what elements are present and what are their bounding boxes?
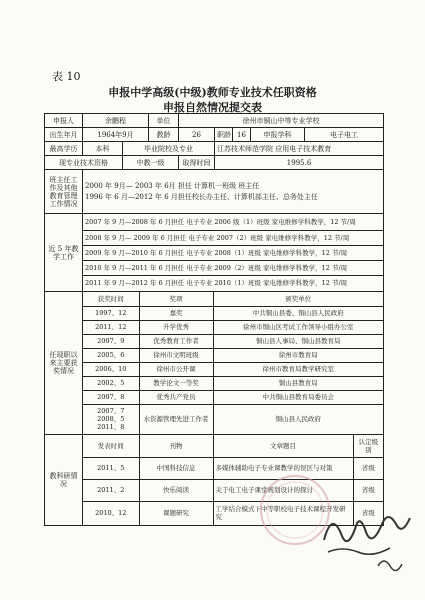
article-title: 关于电工电子课堂规划设计的探讨 [213,479,353,501]
teach-age-value: 26 [179,128,215,142]
award-issuer: 铜山县人民政府 [275,415,322,424]
award-issuer: 中共铜山县教育局委员会 [213,390,383,404]
award-name: 嘉奖 [139,306,213,320]
subject-label: 申报学科 [251,128,305,142]
title-age-label: 职龄 [215,128,233,142]
award-date: 2011、12 [83,320,139,334]
current-title-label: 现专业技术资格 [45,156,123,170]
acquired-time-label: 取得时间 [179,156,215,170]
award-row [83,334,383,348]
research-header: 发表时间 [83,435,139,457]
award-date: 2007、7 2008、5 2011、8 [83,404,139,434]
head-teacher-label: 班主任工作及其他教育管理工作情况 [45,170,83,214]
award-name: 徐州市文明班级 [139,348,213,362]
article-title: 多媒体辅助电子专业课教学的误区与对策 [213,457,353,479]
awards-header: 奖项 [139,292,213,306]
teaching-line: 2010 年 9 月—2011 年 6 月担任 电子专业 2009（2）班级 家电维修学科教学，12 节/周 [83,260,383,275]
award-name: 徐州市公开课 [139,362,213,376]
research-header: 刊物 [139,435,213,457]
award-issuer: 铜山县教育局 [213,376,383,390]
award-row [83,376,383,390]
award-row [83,320,383,334]
award-row [83,404,383,434]
award-date: 2006、10 [83,362,139,376]
current-title-value: 中教一级 [123,156,179,170]
award-name: 水资源管理先进工作者 [139,404,213,434]
research-header: 认定级别 [353,435,383,457]
form-subtitle: 申报自然情况提交表 [163,101,262,114]
award-date: 1997、12 [83,306,139,320]
awards-table [83,292,383,434]
article-title: 工学结合模式下中等职校电子技术课程开发研究 [213,501,353,525]
handwritten-signature [318,500,418,580]
school-label: 毕业院校及专业 [123,142,215,156]
awards-header: 获奖时间 [83,292,139,306]
award-issuer: 中共铜山县委、铜山县人民政府 [213,306,383,320]
award-issuer: 徐州市教育局教学研究室 [213,362,383,376]
title-age-value: 16 [233,128,251,142]
journal: 快乐阅读 [139,479,213,501]
award-date: 2007、9 [83,334,139,348]
unit-value: 徐州市铜山中等专业学校 [179,114,384,128]
journal: 课题研究 [139,501,213,525]
award-name: 优秀教育工作者 [139,334,213,348]
name-label: 申报人 [45,114,83,128]
teach-age-label: 教龄 [149,128,179,142]
level: 省级 [361,509,375,518]
publish-date: 2011、5 [83,457,139,479]
award-name: 升学优秀 [139,320,213,334]
award-date: 2007、8 [83,390,139,404]
school-value: 江苏技术师范学院 应用电子技术教育 [215,142,384,156]
application-form-table [44,113,384,526]
head-teacher-line: 1996 年 6 月—2012 年 6 月担任校长办主任、计算机部主任、总务处主任 [85,192,318,201]
research-row [83,457,383,479]
birth-label: 出生年月 [45,128,83,142]
publish-date: 2011、2 [83,479,139,501]
table-number: 表 10 [52,70,81,83]
level: 省级 [353,479,383,501]
award-issuer: 徐州市教育局 [213,348,383,362]
birth-value: 1964年9月 [83,128,149,142]
research-row [83,479,383,501]
journal: 中国科技信息 [139,457,213,479]
award-name: 优秀共产党员 [139,390,213,404]
award-row [83,306,383,320]
publish-date: 2010、12 [83,501,139,525]
research-header: 文章题目 [213,435,353,457]
award-date: 2005、6 [83,348,139,362]
award-row [83,390,383,404]
teaching-line: 2007 年 9 月—2008 年 6 月担任 电子专业 2006 级（1）班级 家电维修学科教学，12 节/周 [83,215,383,230]
award-date: 2002、5 [83,376,139,390]
teaching-line: 2009 年 9 月—2010 年 6 月担任 电子专业 2008（1）班级 家电维修学科教学，12 节/周 [83,245,383,260]
education-label: 最高学历 [45,142,83,156]
award-row [83,348,383,362]
awards-header: 颁奖单位 [213,292,383,306]
education-value: 本科 [83,142,123,156]
award-issuer: 铜山县人事局、铜山县教育局 [213,334,383,348]
teaching-line: 2011 年 9 月—2012 年 6 月担任 电子专业 2010（1）班级 家电维修学科教学，12 节/周 [85,278,348,287]
teaching-line: 2008 年 9 月— 2009 年 6 月担任 电子专业 2007（2）班级 家电维修学科教学，12 节/周 [83,230,383,245]
teaching-label: 近 5 年教学工作 [45,214,83,292]
research-label: 教科研情况 [45,435,83,526]
form-title: 申报中学高级(中级)教师专业技术任职资格 [108,86,317,99]
unit-label: 单位 [149,114,179,128]
acquired-time-value: 1995.6 [215,156,384,170]
award-issuer: 徐州市铜山区考试工作领导小组办公室 [213,320,383,334]
subject-value: 电子电工 [305,128,384,142]
applicant-name: 余鹏程 [83,114,149,128]
award-name: 教学论文一等奖 [139,376,213,390]
award-row [83,362,383,376]
head-teacher-line: 2000 年 9月— 2003 年 6月 担任 计算机一班级 班主任 [85,181,260,190]
awards-label: 任现职以来主要获奖情况 [45,292,83,435]
level: 省级 [353,457,383,479]
